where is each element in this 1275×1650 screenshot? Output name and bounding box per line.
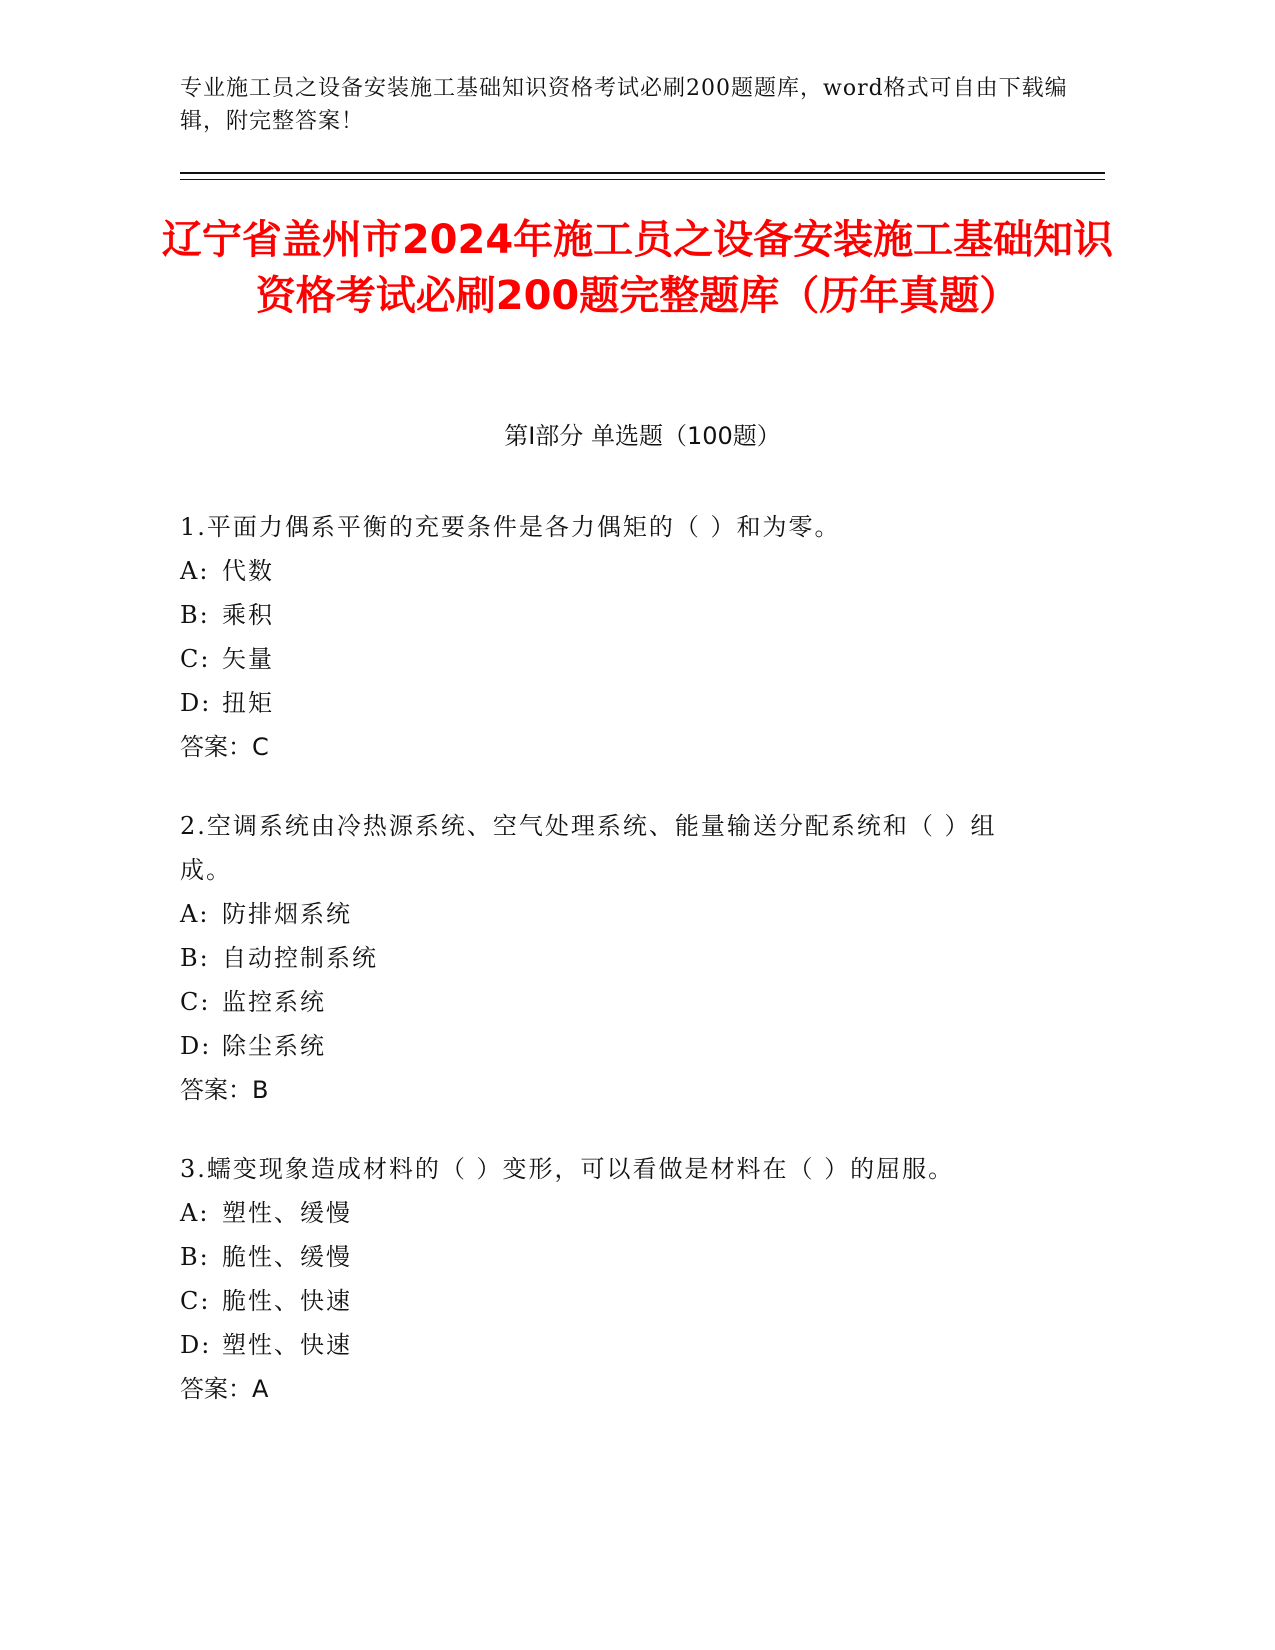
option-letter: A: bbox=[180, 557, 210, 585]
option-d bbox=[180, 1323, 1040, 1367]
option-letter: D: bbox=[180, 1331, 212, 1359]
option-a bbox=[180, 1191, 1040, 1235]
option-letter: B: bbox=[180, 601, 210, 629]
answer: 答案：C bbox=[180, 733, 269, 761]
option-d bbox=[180, 1024, 1040, 1068]
option-letter: B: bbox=[180, 944, 210, 972]
question-3 bbox=[180, 1147, 1040, 1411]
option-text: 矢量 bbox=[222, 645, 274, 673]
header-note: 专业施工员之设备安装施工基础知识资格考试必刷200题题库，word格式可自由下载编辑，附完整答案！ bbox=[180, 76, 1068, 134]
option-text: 防排烟系统 bbox=[222, 900, 352, 928]
option-text: 塑性、缓慢 bbox=[222, 1199, 352, 1227]
option-text: 监控系统 bbox=[222, 988, 326, 1016]
option-c bbox=[180, 980, 1040, 1024]
question-1 bbox=[180, 505, 1040, 769]
option-text: 扭矩 bbox=[222, 689, 274, 717]
option-d bbox=[180, 681, 1040, 725]
option-letter: A: bbox=[180, 900, 210, 928]
option-b bbox=[180, 1235, 1040, 1279]
document-title: 辽宁省盖州市2024年施工员之设备安装施工基础知识资格考试必刷200题完整题库（历年真题） bbox=[161, 217, 1114, 319]
section-title: 第Ⅰ部分 单选题（100题） bbox=[504, 422, 781, 450]
option-letter: C: bbox=[180, 645, 211, 673]
question-text: 1.平面力偶系平衡的充要条件是各力偶矩的（ ）和为零。 bbox=[180, 513, 841, 541]
option-c bbox=[180, 637, 1040, 681]
header-divider-thick bbox=[180, 172, 1105, 174]
question-text: 3.蠕变现象造成材料的（ ）变形，可以看做是材料在（ ）的屈服。 bbox=[180, 1155, 955, 1183]
answer: 答案：B bbox=[180, 1076, 269, 1104]
option-b bbox=[180, 936, 1040, 980]
option-text: 乘积 bbox=[222, 601, 274, 629]
option-letter: B: bbox=[180, 1243, 210, 1271]
option-text: 脆性、缓慢 bbox=[222, 1243, 352, 1271]
header-divider-thin bbox=[180, 179, 1105, 180]
option-letter: C: bbox=[180, 988, 211, 1016]
option-letter: C: bbox=[180, 1287, 211, 1315]
option-letter: D: bbox=[180, 689, 212, 717]
option-a bbox=[180, 549, 1040, 593]
question-text: 2.空调系统由冷热源系统、空气处理系统、能量输送分配系统和（ ）组成。 bbox=[180, 812, 997, 884]
question-2 bbox=[180, 804, 1040, 1112]
option-a bbox=[180, 892, 1040, 936]
option-b bbox=[180, 593, 1040, 637]
option-letter: A: bbox=[180, 1199, 210, 1227]
answer: 答案：A bbox=[180, 1375, 269, 1403]
option-c bbox=[180, 1279, 1040, 1323]
option-text: 代数 bbox=[222, 557, 274, 585]
option-text: 塑性、快速 bbox=[222, 1331, 352, 1359]
question-list bbox=[180, 505, 1040, 1446]
option-text: 自动控制系统 bbox=[222, 944, 378, 972]
option-text: 除尘系统 bbox=[222, 1032, 326, 1060]
option-letter: D: bbox=[180, 1032, 212, 1060]
option-text: 脆性、快速 bbox=[222, 1287, 352, 1315]
